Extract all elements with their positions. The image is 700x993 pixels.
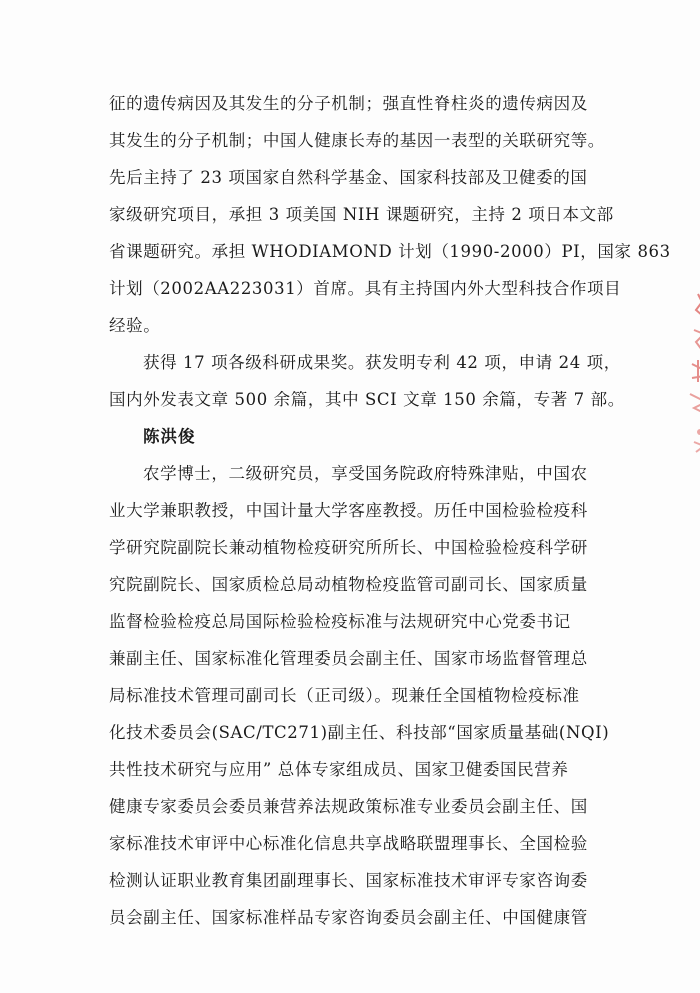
paragraph-line: 家标准技术审评中心标准化信息共享战略联盟理事长、全国检验: [109, 834, 588, 853]
paragraph-line: 其发生的分子机制；中国人健康长寿的基因一表型的关联研究等。: [109, 131, 605, 150]
paragraph-line: 局标准技术管理司副司长（正司级）。现兼任全国植物检疫标准: [109, 686, 580, 705]
paragraph-line: 国内外发表文章 500 余篇，其中 SCI 文章 150 余篇，专著 7 部。: [109, 390, 625, 409]
paragraph-line: 省课题研究。承担 WHODIAMOND 计划（1990-2000）PI，国家 863: [109, 242, 671, 261]
paragraph-line: 共性技术研究与应用” 总体专家组成员、国家卫健委国民营养: [109, 760, 569, 779]
paragraph-line: 征的遗传病因及其发生的分子机制；强直性脊柱炎的遗传病因及: [109, 94, 588, 113]
seal-stamp-fragment: [684, 290, 700, 460]
paragraph-line: 学研究院副院长兼动植物检疫研究所所长、中国检验检疫科学研: [109, 538, 588, 557]
paragraph-line: 监督检验检疫总局国际检验检疫标准与法规研究中心党委书记: [109, 612, 571, 631]
paragraph-line: 先后主持了 23 项国家自然科学基金、国家科技部及卫健委的国: [109, 168, 588, 187]
paragraph-line: 业大学兼职教授，中国计量大学客座教授。历任中国检验检疫科: [109, 501, 588, 520]
person-name-heading: 陈洪俊: [143, 427, 196, 446]
paragraph-line: 员会副主任、国家标准样品专家咨询委员会副主任、中国健康管: [109, 908, 588, 927]
paragraph-line: 计划（2002AA223031）首席。具有主持国内外大型科技合作项目: [109, 279, 622, 298]
paragraph-line: 获得 17 项各级科研成果奖。获发明专利 42 项，申请 24 项，: [143, 353, 621, 372]
paragraph-line: 究院副院长、国家质检总局动植物检疫监管司副司长、国家质量: [109, 575, 588, 594]
paragraph-line: 农学博士，二级研究员，享受国务院政府特殊津贴，中国农: [143, 464, 588, 483]
paragraph-line: 经验。: [109, 316, 161, 335]
paragraph-line: 兼副主任、国家标准化管理委员会副主任、国家市场监督管理总: [109, 649, 588, 668]
paragraph-line: 健康专家委员会委员兼营养法规政策标准专业委员会副主任、国: [109, 797, 588, 816]
paragraph-line: 检测认证职业教育集团副理事长、国家标准技术审评专家咨询委: [109, 871, 588, 890]
paragraph-line: 家级研究项目，承担 3 项美国 NIH 课题研究，主持 2 项日本文部: [109, 205, 614, 224]
paragraph-line: 化技术委员会(SAC/TC271)副主任、科技部“国家质量基础(NQI): [109, 723, 610, 742]
